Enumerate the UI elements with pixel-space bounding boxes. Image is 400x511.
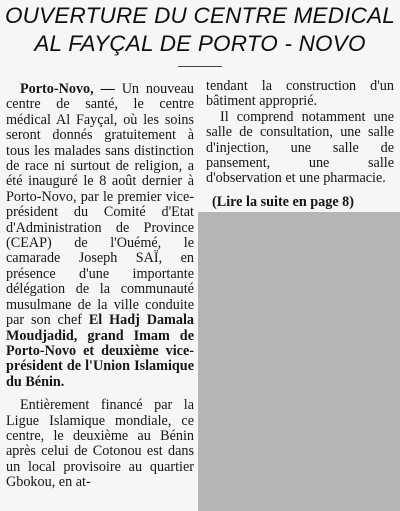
- paragraph-1-text: Un nouveau centre de santé, le centre médical Al Fayçal, où les soins seront donnés gratuitement à tous les malades sans distinction de race ni surtout de religion, a été inauguré le 8 août dernier à Porto-Novo, par le premier vice-président du Comité d'Etat d'Administration de Province (CEAP) de l'Ouémé, le camarade Joseph SAÏ, en présence d'une importante délégation de la communauté musulmane de la ville conduite par son chef: [6, 81, 194, 329]
- headline-divider: [178, 66, 222, 67]
- article-headline: [0, 2, 400, 58]
- article-continuation: tendant la construction d'un bâtiment approprié.: [206, 78, 394, 110]
- headline-line-2: AL FAYÇAL DE PORTO - NOVO: [34, 31, 366, 56]
- blank-gray-area: [198, 212, 400, 511]
- article-paragraph-3: Il comprend notamment une salle de consultation, une salle d'injection, une salle de pansement, une salle d'observation et une pharmacie.: [206, 108, 394, 187]
- headline-line-1: OUVERTURE DU CENTRE MEDICAL: [4, 3, 396, 28]
- continued-on-page-note: (Lire la suite en page 8): [212, 193, 354, 210]
- article-column-left: [6, 82, 194, 491]
- paragraph-1-bold-text: El Hadj Damala Moudjadid, grand Imam de Porto-Novo et deuxième vice-président de l'Union Islamique du Bénin.: [6, 312, 195, 390]
- article-paragraph-2: Entièrement financé par la Ligue Islamique mondiale, ce centre, le deuxième au Bénin après celui de Cotonou est dans un local provisoire au quartier Gbokou, en at-: [6, 397, 194, 491]
- article-paragraph-1: [6, 82, 194, 390]
- article-column-right: [206, 79, 394, 210]
- dateline: Porto-Novo, —: [20, 81, 115, 97]
